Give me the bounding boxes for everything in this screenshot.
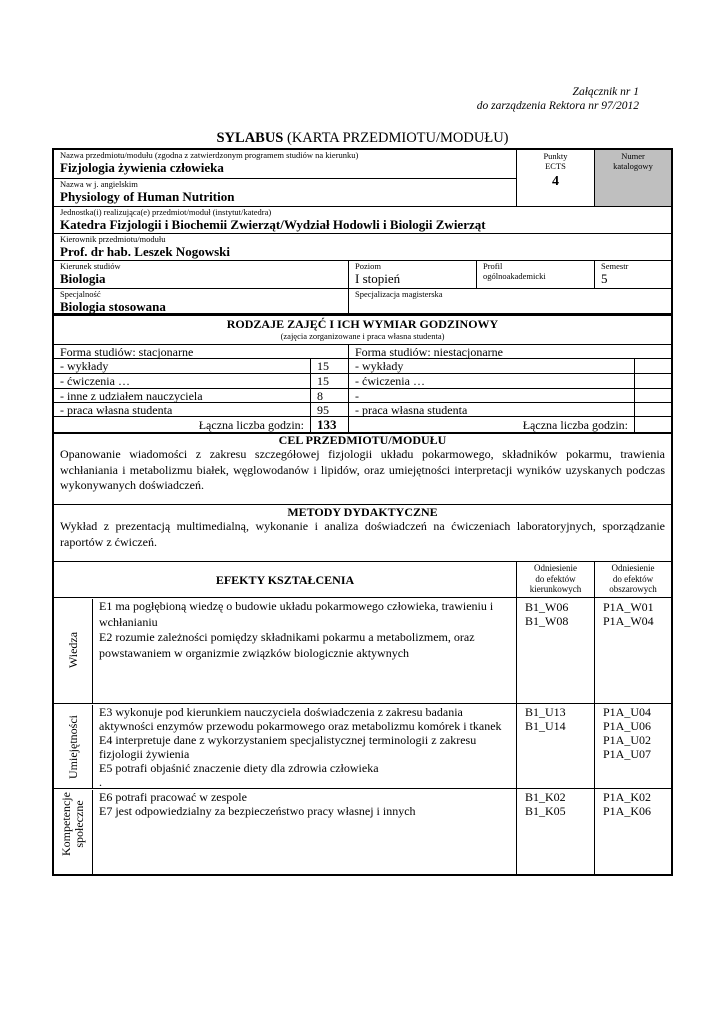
effects-text: E6 potrafi pracować w zespole E7 jest odpowiedzialny za bezpieczeństwo pracy własnej i innych bbox=[92, 790, 516, 875]
goal-section bbox=[54, 432, 671, 504]
goal-text: Opanowanie wiadomości z zakresu szczegółowej fizjologii układu pokarmowego, składników pokarmu, trawienia wchłaniania i metabolizmu białek, węglowodanów i lipidów, oraz umiejętności interpretacji wyników uzyskanych podczas wykonywanych doświadczeń. bbox=[60, 447, 665, 492]
effects-area-codes: P1A_U04 P1A_U06 P1A_U02 P1A_U07 bbox=[594, 704, 671, 789]
nonstationary-hour-value bbox=[634, 359, 671, 374]
hours-subtitle: (zajęcia zorganizowane i praca własna studenta) bbox=[280, 331, 445, 341]
nonstationary-hour-value bbox=[634, 403, 671, 417]
nonstationary-form-label: Forma studiów: niestacjonarne bbox=[348, 345, 671, 359]
nonstationary-hour-label: - bbox=[348, 389, 634, 403]
group-label-cell bbox=[54, 789, 92, 875]
hours-row bbox=[54, 388, 671, 402]
effects-dir-codes: B1_W06 B1_W08 bbox=[516, 598, 594, 704]
semester-value: 5 bbox=[601, 271, 608, 286]
annex-note bbox=[477, 85, 639, 113]
effects-group-skills bbox=[54, 703, 671, 788]
ects-value: 4 bbox=[552, 174, 559, 189]
annex-line-1: Załącznik nr 1 bbox=[572, 86, 639, 98]
annex-line-2: do zarządzenia Rektora nr 97/2012 bbox=[476, 100, 639, 112]
nonstationary-hour-label: - praca własna studenta bbox=[348, 403, 634, 417]
total-hours-label-nonstationary: Łączna liczba godzin: bbox=[348, 417, 628, 433]
unit-value: Katedra Fizjologii i Biochemii Zwierząt/Wydział Hodowli i Biologii Zwierząt bbox=[60, 217, 486, 232]
stationary-hour-label: - ćwiczenia … bbox=[60, 374, 130, 388]
effects-dir-codes: B1_U13 B1_U14 bbox=[516, 704, 594, 789]
catalog-label-2: katalogowy bbox=[613, 161, 653, 171]
subject-name-label: Nazwa przedmiotu/modułu (zgodna z zatwierdzonym programem studiów na kierunku) bbox=[60, 150, 359, 160]
field-cell bbox=[54, 260, 348, 288]
hours-form-row bbox=[54, 344, 671, 358]
effects-area-header: Odniesienie do efektów obszarowych bbox=[594, 562, 671, 598]
methods-text: Wykład z prezentacją multimedialną, wykonanie i analiza doświadczeń na ćwiczeniach laboratoryjnych, sporządzanie raportów z ćwiczeń. bbox=[60, 519, 665, 549]
methods-section bbox=[54, 504, 671, 561]
page-title: SYLABUS (KARTA PRZEDMIOTU/MODUŁU) bbox=[216, 130, 509, 146]
unit-label: Jednostka(i) realizująca(e) przedmiot/moduł (instytut/katedra) bbox=[60, 207, 272, 217]
field-label: Kierunek studiów bbox=[60, 261, 121, 271]
group-label-cell bbox=[54, 704, 92, 789]
effects-area-codes: P1A_W01 P1A_W04 bbox=[594, 598, 671, 704]
subject-name: Fizjologia żywienia człowieka bbox=[60, 160, 224, 175]
english-name-cell bbox=[54, 178, 516, 206]
group-label: Wiedza bbox=[66, 631, 80, 669]
nonstationary-hour-value bbox=[634, 374, 671, 389]
effects-group-social bbox=[54, 788, 671, 874]
specialty-value: Biologia stosowana bbox=[60, 299, 166, 314]
stationary-hour-value: 15 bbox=[310, 359, 348, 374]
effects-dir-header: Odniesienie do efektów kierunkowych bbox=[516, 562, 594, 598]
level-label: Poziom bbox=[355, 261, 381, 271]
nonstationary-hour-value bbox=[634, 389, 671, 403]
subject-name-cell bbox=[54, 150, 516, 178]
effects-dir-codes: B1_K02 B1_K05 bbox=[516, 789, 594, 875]
semester-cell bbox=[594, 260, 671, 288]
effects-text: E3 wykonuje pod kierunkiem nauczyciela doświadczenia z zakresu badania aktywności enzymów przewodu pokarmowego oraz metabolizmu komórek i tkanek E4 interpretuje dane z wykorzystaniem specjalistycznej terminologii z zakresu fizjologii żywienia E5 potrafi objaśnić znaczenie diety dla zdrowia człowieka . bbox=[92, 705, 516, 789]
effects-header bbox=[54, 561, 671, 597]
head-label: Kierownik przedmiotu/modułu bbox=[60, 234, 166, 244]
hours-total-row bbox=[54, 416, 671, 432]
group-label-cell bbox=[54, 598, 92, 704]
effects-title: EFEKTY KSZTAŁCENIA bbox=[215, 573, 355, 587]
master-specialization-label: Specjalizacja magisterska bbox=[355, 289, 443, 299]
unit-cell bbox=[54, 206, 671, 233]
stationary-hour-label: - inne z udziałem nauczyciela bbox=[60, 389, 203, 403]
stationary-hour-value: 8 bbox=[310, 389, 348, 403]
hours-row bbox=[54, 358, 671, 373]
effects-text: E1 ma pogłębioną wiedzę o budowie układu pokarmowego człowieka, trawieniu i wchłanianiu E2 rozumie zależności pomiędzy składnikami pokarmu a metabolizmem, oraz powstawaniem w organizmie związków biologicznie aktywnych bbox=[92, 599, 516, 704]
hours-header bbox=[54, 316, 671, 344]
catalog-number-cell bbox=[594, 150, 671, 206]
total-hours-stationary: 133 bbox=[310, 417, 348, 433]
level-value: I stopień bbox=[355, 271, 401, 286]
ects-label-1: Punkty bbox=[543, 151, 568, 161]
field-value: Biologia bbox=[60, 271, 106, 286]
level-cell bbox=[348, 260, 476, 288]
methods-title: METODY DYDAKTYCZNE bbox=[287, 505, 438, 519]
specialty-label: Specjalność bbox=[60, 289, 101, 299]
hours-title: RODZAJE ZAJĘĆ I ICH WYMIAR GODZINOWY bbox=[226, 317, 499, 331]
effects-area-codes: P1A_K02 P1A_K06 bbox=[594, 789, 671, 875]
master-specialization-cell bbox=[348, 288, 671, 313]
nonstationary-hour-label: - wykłady bbox=[348, 359, 634, 374]
stationary-hour-label: - wykłady bbox=[60, 359, 109, 373]
stationary-form-label: Forma studiów: stacjonarne bbox=[60, 345, 194, 359]
profile-cell bbox=[476, 260, 594, 288]
hours-row bbox=[54, 402, 671, 416]
subject-info-table bbox=[52, 148, 673, 315]
ects-cell bbox=[516, 150, 594, 206]
syllabus-main-table bbox=[52, 314, 673, 876]
stationary-hour-value: 95 bbox=[310, 403, 348, 417]
catalog-label-1: Numer bbox=[621, 151, 645, 161]
semester-label: Semestr bbox=[601, 261, 629, 271]
goal-title: CEL PRZEDMIOTU/MODUŁU bbox=[278, 433, 447, 447]
group-label: Kompetencje społeczne bbox=[59, 792, 86, 856]
total-hours-label: Łączna liczba godzin: bbox=[198, 418, 304, 432]
head-cell bbox=[54, 233, 671, 260]
profile-value: ogólnoakademicki bbox=[483, 271, 546, 281]
total-hours-nonstationary bbox=[634, 417, 671, 433]
head-value: Prof. dr hab. Leszek Nogowski bbox=[60, 244, 230, 259]
specialty-cell bbox=[54, 288, 348, 313]
stationary-hour-label: - praca własna studenta bbox=[60, 403, 173, 417]
nonstationary-hour-label: - ćwiczenia … bbox=[348, 374, 634, 389]
english-name: Physiology of Human Nutrition bbox=[60, 189, 235, 204]
profile-label: Profil bbox=[483, 261, 503, 271]
stationary-hour-value: 15 bbox=[310, 374, 348, 389]
ects-label-2: ECTS bbox=[545, 161, 566, 171]
effects-group-knowledge bbox=[54, 597, 671, 703]
english-name-label: Nazwa w j. angielskim bbox=[60, 179, 138, 189]
hours-row bbox=[54, 373, 671, 388]
group-label: Umiejętności bbox=[66, 715, 80, 779]
